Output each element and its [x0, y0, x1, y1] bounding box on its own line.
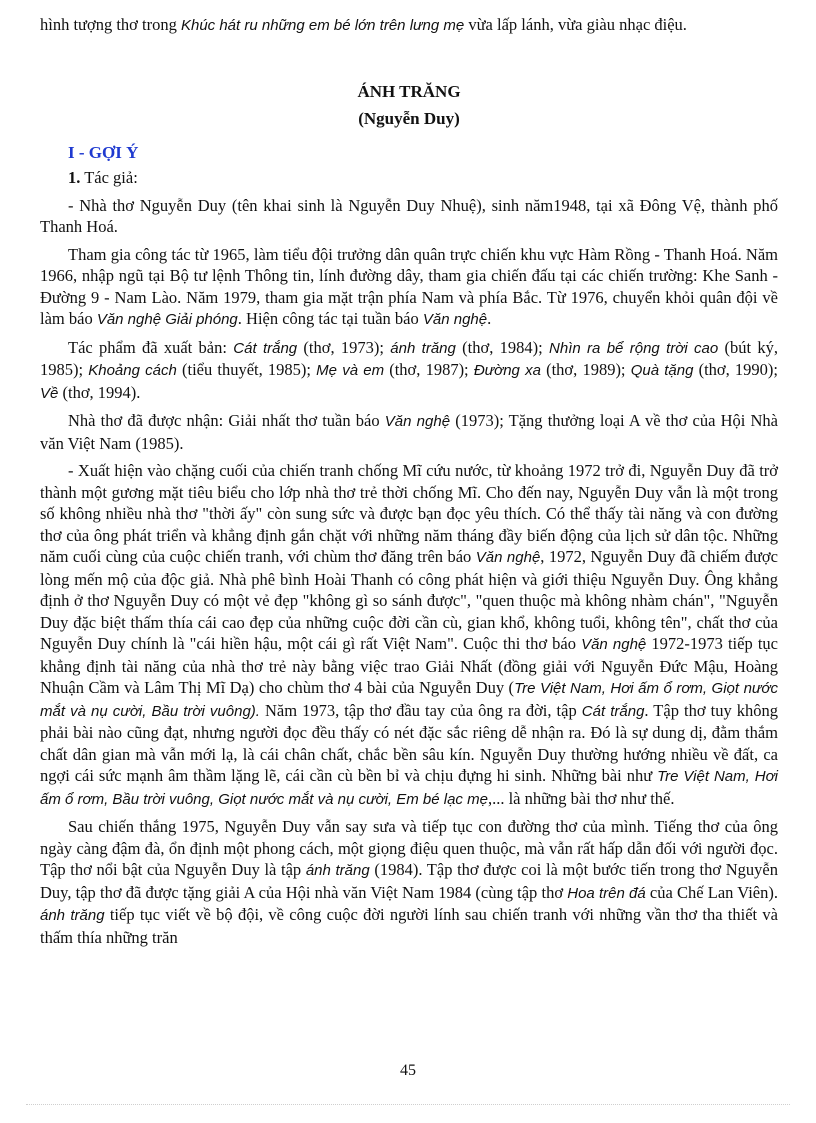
- section-heading: I - GỢI Ý: [68, 142, 139, 162]
- italic-text: Nhìn ra bể rộng trời cao: [549, 339, 719, 357]
- italic-text: ánh trăng: [40, 907, 105, 924]
- text: Nhà thơ đã được nhận: Giải nhất thơ tuần báo: [68, 411, 385, 430]
- subheading-number: 1.: [68, 168, 81, 187]
- text: 1972-1973 tiếp tục khẳng định tài năng của nhà thơ trẻ này bằng việc trao Giải Nhất (đồng giải với Nguyễn Đức Mậu, Hoàng Nhuận Cầm và Lâm Thị Mĩ Dạ) cho chùm thơ 4 bài của Nguyễn Duy (: [40, 634, 778, 697]
- italic-text: Mẹ và em: [316, 362, 385, 379]
- text: (thơ, 1989);: [540, 360, 631, 379]
- poem-author: (Nguyễn Duy): [358, 109, 460, 128]
- footer-divider: [26, 1104, 790, 1105]
- text: (thơ, 1994).: [58, 382, 141, 402]
- paragraph-poetic-career: [40, 460, 778, 810]
- italic-text: Cát trắng: [233, 339, 298, 357]
- subheading-label: Tác giả:: [80, 168, 138, 187]
- text: Sau chiến thắng 1975, Nguyễn Duy vẫn say sưa và tiếp tục con đường thơ của mình. Tiếng thơ của ông ngày càng đậm đà, ổn định một phong cách, một giọng điệu quen thuộc, mà vẫn rất hấp dẫn đối với người đọc. Tập thơ nổi bật của Nguyễn Duy là tập: [40, 817, 778, 879]
- text: (thơ, 1973);: [297, 337, 391, 357]
- text: ,... là những bài thơ như thế.: [487, 788, 675, 808]
- text: (thơ, 1984);: [455, 337, 550, 357]
- italic-text: Văn nghệ: [422, 311, 488, 328]
- text: vừa lấp lánh, vừa giàu nhạc điệu.: [464, 15, 687, 34]
- text: .: [487, 309, 492, 328]
- italic-text: Khoảng cách: [88, 362, 177, 379]
- italic-text: Hoa trên đá: [567, 884, 646, 902]
- text: (thơ, 1987);: [384, 360, 474, 379]
- italic-text: Khúc hát ru những em bé lớn trên lưng mẹ: [180, 17, 465, 34]
- italic-text: Văn nghệ: [475, 549, 541, 566]
- text: tiếp tục viết về bộ đội, về công cuộc đời người lính sau chiến tranh với những vần thơ tha thiết và thấm thía những trăn: [40, 905, 778, 947]
- text: (tiểu thuyết, 1985);: [176, 360, 317, 379]
- text: Tham gia công tác từ 1965, làm tiểu đội trưởng dân quân trực chiến khu vực Hàm Rồng - Thanh Hoá. Năm 1966, nhập ngũ tại Bộ tư lệnh Thông tin, lính đường dây, tham gia chiến đấu tại các chiến trường: Khe Sanh - Đường 9 - Nam Lào. Năm 1979, tham gia mặt trận phía Nam và phía Bắc. Từ 1976, chuyển khỏi quân đội về làm báo: [40, 244, 778, 328]
- paragraph-works: [40, 337, 778, 405]
- italic-text: Cát trắng: [581, 702, 645, 720]
- italic-text: Văn nghệ: [581, 636, 647, 653]
- document-page: [40, 14, 778, 954]
- paragraph-awards: [40, 410, 778, 454]
- text: Tác phẩm đã xuất bản:: [68, 337, 234, 357]
- poem-title: ÁNH TRĂNG: [357, 81, 461, 101]
- paragraph-after-1975: [40, 816, 778, 948]
- text: Năm 1973, tập thơ đầu tay của ông ra đời, tập: [259, 700, 582, 720]
- text: . Hiện công tác tại tuần báo: [237, 309, 423, 328]
- italic-text: Quà tặng: [630, 362, 694, 379]
- page-number: 45: [400, 1062, 416, 1079]
- italic-text: Tre Việt Nam, Hơi ấm ổ rơm, Giọt nước mắt và nụ cười, Bầu trời vuông).: [40, 680, 778, 720]
- text: (1984). Tập thơ được coi là một bước tiến trong thơ Nguyễn Duy, tập thơ đã được tặng giải A của Hội nhà văn Việt Nam 1984 (cùng tập thơ: [40, 860, 778, 902]
- text: - Xuất hiện vào chặng cuối của chiến tranh chống Mĩ cứu nước, từ khoảng 1972 trở đi, Nguyễn Duy đã trở thành một gương mặt tiêu biểu cho lớp nhà thơ trẻ thời chống Mĩ. Cho đến nay, Nguyễn Duy vẫn là một trong số không nhiều nhà thơ "thời ấy" còn sung sức và được bạn đọc yêu thích. Có thể thấy tài năng và con đường thơ của ông phát triển và khẳng định gắn chặt với những năm tháng đầy biến động của lịch sử dân tộc. Những năm cuối cùng của cuộc chiến tranh, với chùm thơ đăng trên báo: [40, 461, 778, 566]
- paragraph-birth: - Nhà thơ Nguyễn Duy (tên khai sinh là Nguyễn Duy Nhuệ), sinh năm1948, tại xã Đông Vệ, thành phố Thanh Hoá.: [40, 195, 778, 236]
- italic-text: Tre Việt Nam, Hơi ấm ổ rơm, Bầu trời vuông, Giọt nước mắt và nụ cười, Em bé lạc mẹ: [40, 768, 778, 808]
- text: hình tượng thơ trong: [40, 15, 181, 34]
- text: . Tập thơ tuy không phải bài nào cũng đạt, nhưng người đọc đều thấy có nét đặc sắc riêng dễ nhận ra. Đó là sự dung dị, đằm thắm chất dân gian mà vẫn mới lạ, là cái chân chất, chắc bền sâu kín. Nguyễn Duy thường hướng nhiều về đất, ca ngợi cái sức mạnh âm thầm lặng lẽ, cái cần cù bền bỉ và chịu đựng hi sinh. Những bài như: [40, 700, 778, 785]
- subheading: [40, 167, 778, 189]
- text: (thơ, 1990);: [693, 360, 779, 379]
- italic-text: ánh trăng: [305, 862, 370, 879]
- italic-text: Văn nghệ Giải phóng: [96, 311, 238, 328]
- text: của Chế Lan Viên).: [645, 882, 778, 902]
- text: (1973); Tặng thưởng loại A về thơ của Hội Nhà văn Việt Nam (1985).: [40, 411, 778, 453]
- italic-text: Về: [40, 384, 59, 402]
- italic-text: Văn nghệ: [384, 413, 451, 430]
- italic-text: ánh trăng: [390, 339, 456, 357]
- text: (bút ký, 1985);: [40, 337, 778, 379]
- paragraph-career: [40, 244, 778, 331]
- italic-text: Đường xa: [473, 362, 541, 379]
- text: , 1972, Nguyễn Duy đã chiếm được lòng mến mộ của độc giả. Nhà phê bình Hoài Thanh có công phát hiện và giới thiệu Nguyễn Duy. Ông khẳng định ở thơ Nguyễn Duy có một vẻ đẹp "không gì so sánh được", "quen thuộc mà không nhàm chán", "Nguyễn Duy đặc biệt thấm thía cái cao đẹp của những cuộc đời cần cù, gian khổ, không tuổi, không tên", chất thơ của Nguyễn Duy chính là "cái hiền hậu, một cái gì rất Việt Nam". Cuộc thi thơ báo: [40, 547, 778, 653]
- intro-paragraph: [40, 14, 778, 37]
